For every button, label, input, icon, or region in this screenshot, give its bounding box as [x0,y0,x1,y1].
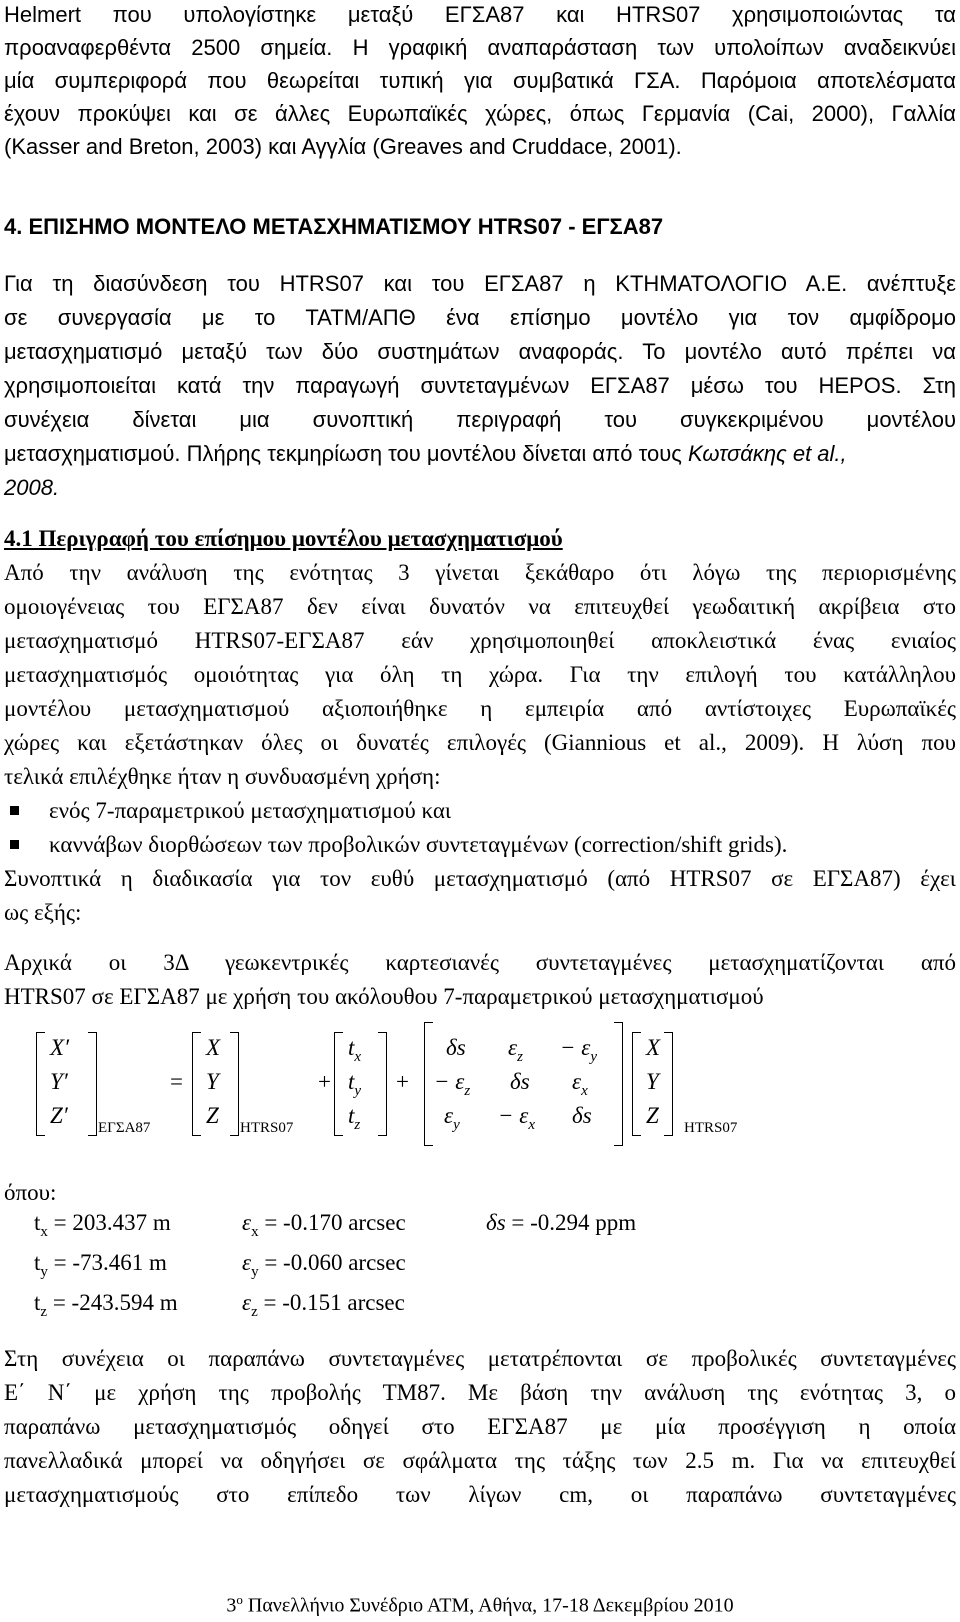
section41-line: ομοιογένειας του ΕΓΣΑ87 δεν είναι δυνατόν να επιτευχθεί γεωδαιτική ακρίβεια στο [4,594,956,619]
eq-lhs: X′ [50,1035,70,1060]
bullet-text: καννάβων διορθώσεων των προβολικών συντεταγμένων (correction/shift grids). [49,832,788,857]
section4-line: Για τη διασύνδεση του HTRS07 και του ΕΓΣΑ87 η ΚΤΗΜΑΤΟΛΟΓΙΟ Α.Ε. ανέπτυξε [4,271,956,296]
section4-line: χρησιμοποιείται κατά την παραγωγή συντεταγμένων ΕΓΣΑ87 μέσω του HEPOS. Στη [4,373,956,398]
section4-line: συνέχεια δίνεται μια συνοπτική περιγραφή του συγκεκριμένου μοντέλου [4,407,956,432]
eq-vec-subscript: HTRS07 [684,1120,738,1136]
paragraph1-line: Helmert που υπολογίστηκε μεταξύ ΕΓΣΑ87 και HTRS07 χρησιμοποιώντας τα [4,2,956,27]
bullet-square-icon [10,840,19,849]
bullet-square-icon [10,806,19,815]
eq-lhs: Y′ [50,1069,68,1094]
section41-line: χώρες και εξετάστηκαν όλες οι δυνατές επιλογές (Giannious et al., 2009). Η λύση που [4,730,956,755]
param-tx: $t_x = 203.437$ m [34,1210,171,1240]
eq-t: $t_z$ [348,1103,361,1133]
eq-plus: + [318,1069,331,1094]
section41-line: Από την ανάλυση της ενότητας 3 γίνεται ξεκάθαρο ότι λόγω της περιορισμένης [4,560,956,585]
eq-vec: Z [646,1103,659,1128]
eq-lhs-subscript: ΕΓΣΑ87 [98,1120,151,1136]
final-paragraph-line: Στη συνέχεια οι παραπάνω συντεταγμένες μετατρέπονται σε προβολικές συντεταγμένες [4,1346,956,1371]
section4-last-line-text: μετασχηματισμού. Πλήρης τεκμηρίωση του μοντέλου δίνεται από τους [4,441,689,466]
eq-rhs: Z [206,1103,219,1128]
eq-rhs-subscript: HTRS07 [240,1120,294,1136]
eq-lhs: Z′ [50,1103,68,1128]
bracket-right [88,1032,97,1136]
bracket-right [378,1032,387,1136]
param-ty: $t_y = -73.461$ m [34,1250,167,1280]
bullet-text: ενός 7-παραμετρικού μετασχηματισμού και [49,798,452,823]
section41-line: τελικά επιλέχθηκε ήταν η συνδυασμένη χρήση: [4,764,441,789]
matrix-cell: δs [510,1069,530,1094]
final-paragraph-line: Ε΄ Ν΄ με χρήση της προβολής ΤΜ87. Με βάση την ανάλυση της ενότητας 3, ο [4,1380,956,1405]
intro-line: HTRS07 σε ΕΓΣΑ87 με χρήση του ακόλουθου 7-παραμετρικού μετασχηματισμού [4,984,764,1009]
eq-equals: = [170,1069,183,1094]
matrix-cell: δs [572,1103,592,1128]
section-heading: 4. ΕΠΙΣΗΜΟ ΜΟΝΤΕΛΟ ΜΕΤΑΣΧΗΜΑΤΙΣΜΟΥ HTRS07 - ΕΓΣΑ87 [4,214,664,239]
citation-year: 2008. [4,475,60,500]
summary-line: ως εξής: [4,900,82,925]
final-paragraph-line: μετασχηματισμούς στο επίπεδο των λίγων cm, οι παραπάνω συντεταγμένες [4,1482,956,1507]
param-tz: $t_z = -243.594$ m [34,1290,178,1320]
section4-line: σε συνεργασία με το ΤΑΤΜ/ΑΠΘ ένα επίσημο μοντέλο για τον αμφίδρομο [4,305,956,330]
param-ex: $\varepsilon_x = -0.170$ arcsec [242,1210,406,1240]
bracket-left [192,1032,201,1136]
eq-t: $t_x$ [348,1035,362,1065]
eq-vec: X [646,1035,661,1060]
eq-t: $t_y$ [348,1069,362,1099]
page-footer: $3^o$ Πανελλήνιο Συνέδριο ΑΤΜ, Αθήνα, 17-18 Δεκεμβρίου 2010 [226,1592,734,1617]
matrix-cell: $\varepsilon_x$ [572,1069,588,1099]
section41-line: μετασχηματισμό HTRS07-ΕΓΣΑ87 εάν χρησιμοποιηθεί αποκλειστικά ένας ενιαίος [4,628,956,653]
matrix-cell: $\varepsilon_y$ [444,1103,460,1133]
bracket-right [614,1022,623,1146]
param-ds: δs = -0.294 ppm [486,1210,637,1235]
bracket-left [632,1032,641,1136]
citation: Κωτσάκης et al., [688,441,847,466]
paragraph1-line: έχουν προκύψει και σε άλλες Ευρωπαϊκές χώρες, όπως Γερμανία (Cai, 2000), Γαλλία [4,101,956,126]
subsection-heading: 4.1 Περιγραφή του επίσημου μοντέλου μετασχηματισμού [4,526,563,551]
section4-line: μετασχηματισμό μεταξύ των δύο συστημάτων αναφοράς. Το μοντέλο αυτό πρέπει να [4,339,956,364]
section41-line: μοντέλου μετασχηματισμού αξιοποιήθηκε η εμπειρία από αντίστοιχες Ευρωπαϊκές [4,696,956,721]
final-paragraph-line: παραπάνω μετασχηματισμός οδηγεί στο ΕΓΣΑ87 με μία προσέγγιση η οποία [4,1414,956,1439]
section4-line [4,441,847,467]
eq-rhs: Y [206,1069,219,1094]
bracket-right [664,1032,673,1136]
matrix-cell: − $\varepsilon_z$ [434,1069,471,1099]
paragraph1-line: προαναφερθέντα 2500 σημεία. Η γραφική αναπαράσταση των υπολοίπων αναδεικνύει [4,35,956,60]
matrix-cell: $\varepsilon_z$ [508,1035,523,1065]
bullet-item [10,798,451,824]
param-ey: $\varepsilon_y = -0.060$ arcsec [242,1250,406,1280]
bracket-left [334,1032,343,1136]
bracket-left [36,1032,45,1136]
paragraph1-line: μία συμπεριφορά που θεωρείται τυπική για συμβατικά ΓΣΑ. Παρόμοια αποτελέσματα [4,68,956,93]
paragraph1-line: (Kasser and Breton, 2003) και Αγγλία (Greaves and Cruddace, 2001). [4,134,682,159]
matrix-cell: − $\varepsilon_x$ [498,1103,536,1133]
bullet-item [10,832,787,858]
where-label: όπου: [4,1180,57,1205]
param-ez: $\varepsilon_z = -0.151$ arcsec [242,1290,405,1320]
bracket-right [230,1032,239,1136]
bracket-left [424,1022,433,1146]
matrix-cell: − $\varepsilon_y$ [560,1035,598,1065]
eq-rhs: X [206,1035,221,1060]
section41-line: μετασχηματισμός ομοιότητας για όλη τη χώρα. Για την επιλογή του κατάλληλου [4,662,956,687]
eq-plus: + [396,1069,409,1094]
final-paragraph-line: πανελλαδικά μπορεί να οδηγήσει σε σφάλματα της τάξης των 2.5 m. Για να επιτευχθεί [4,1448,956,1473]
matrix-cell: δs [446,1035,466,1060]
intro-line: Αρχικά οι 3Δ γεωκεντρικές καρτεσιανές συντεταγμένες μετασχηματίζονται από [4,950,956,975]
summary-line: Συνοπτικά η διαδικασία για τον ευθύ μετασχηματισμό (από HTRS07 σε ΕΓΣΑ87) έχει [4,866,956,891]
eq-vec: Y [646,1069,659,1094]
